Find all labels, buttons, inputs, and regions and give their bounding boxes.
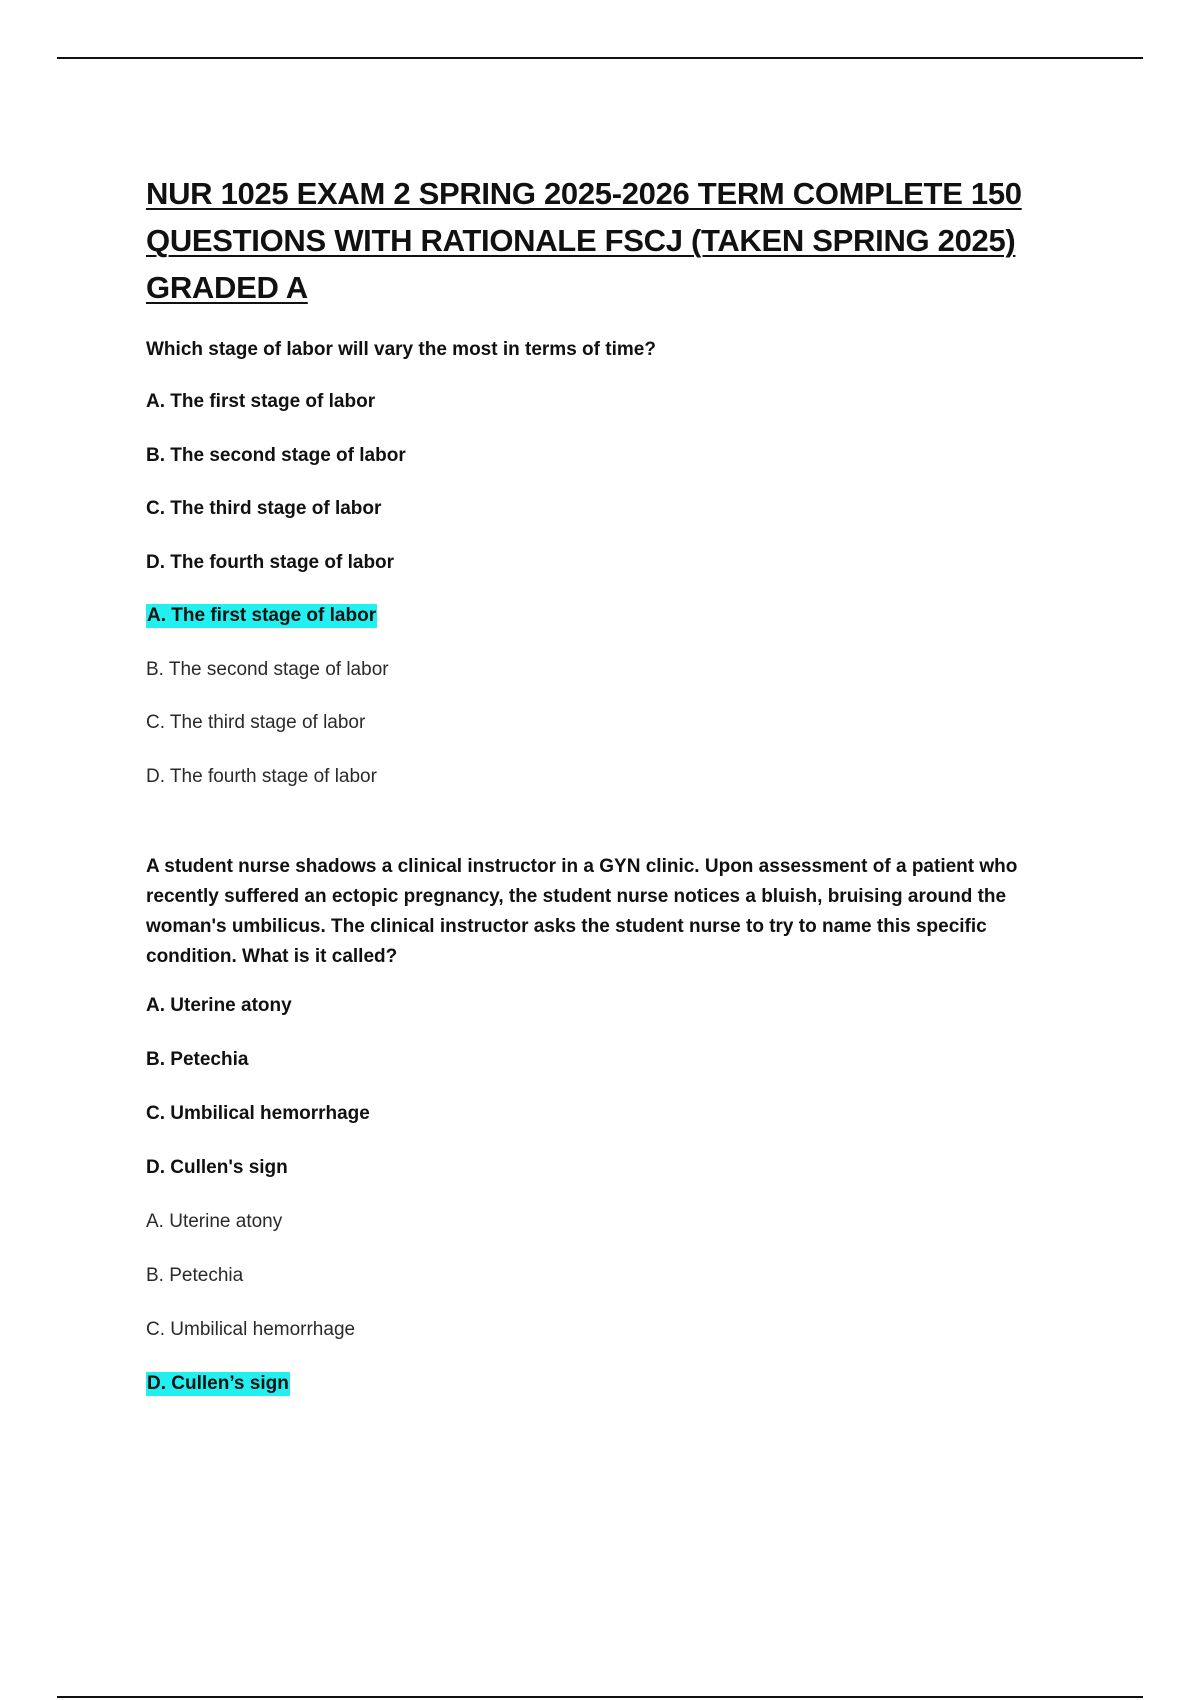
answer-item: B. Petechia bbox=[146, 1264, 244, 1286]
option-item: D. Cullen's sign bbox=[146, 1156, 288, 1178]
answer-list bbox=[146, 1207, 1061, 1399]
answer-item: B. The second stage of labor bbox=[146, 658, 389, 680]
option-item: A. Uterine atony bbox=[146, 994, 292, 1016]
header-rule bbox=[57, 57, 1143, 59]
option-item: C. The third stage of labor bbox=[146, 498, 382, 519]
page-content bbox=[146, 170, 1061, 1423]
option-item: B. The second stage of labor bbox=[146, 444, 406, 466]
option-item: C. Umbilical hemorrhage bbox=[146, 1102, 370, 1124]
document-title: NUR 1025 EXAM 2 SPRING 2025-2026 TERM COMPLETE 150 QUESTIONS WITH RATIONALE FSCJ (TAKEN SPRING 2025) GRADED A bbox=[146, 176, 1022, 305]
option-item: D. The fourth stage of labor bbox=[146, 551, 395, 573]
question-block-1 bbox=[146, 335, 1061, 792]
question-text: A student nurse shadows a clinical instructor in a GYN clinic. Upon assessment of a patient who recently suffered an ectopic pregnancy, the student nurse notices a bluish, bruising around the woman's umbilicus. The clinical instructor asks the student nurse to try to name this specific condition. What is it called? bbox=[146, 855, 1018, 967]
answer-item: C. Umbilical hemorrhage bbox=[146, 1318, 356, 1340]
correct-answer-highlight: D. Cullen’s sign bbox=[147, 1372, 289, 1394]
option-item: A. The first stage of labor bbox=[146, 391, 376, 412]
answer-item-correct bbox=[146, 601, 1061, 631]
answer-item: D. The fourth stage of labor bbox=[146, 765, 377, 787]
correct-answer-highlight: A. The first stage of labor bbox=[147, 605, 377, 626]
option-list bbox=[146, 991, 1061, 1183]
answer-list bbox=[146, 601, 1061, 792]
option-item: B. Petechia bbox=[146, 1048, 249, 1070]
answer-item-correct bbox=[146, 1369, 1061, 1399]
answer-item: A. Uterine atony bbox=[146, 1210, 283, 1232]
question-block-2 bbox=[146, 852, 1061, 1399]
footer-rule bbox=[57, 1696, 1143, 1698]
question-text: Which stage of labor will vary the most in terms of time? bbox=[146, 339, 656, 360]
answer-item: C. The third stage of labor bbox=[146, 712, 366, 733]
option-list bbox=[146, 387, 1061, 578]
